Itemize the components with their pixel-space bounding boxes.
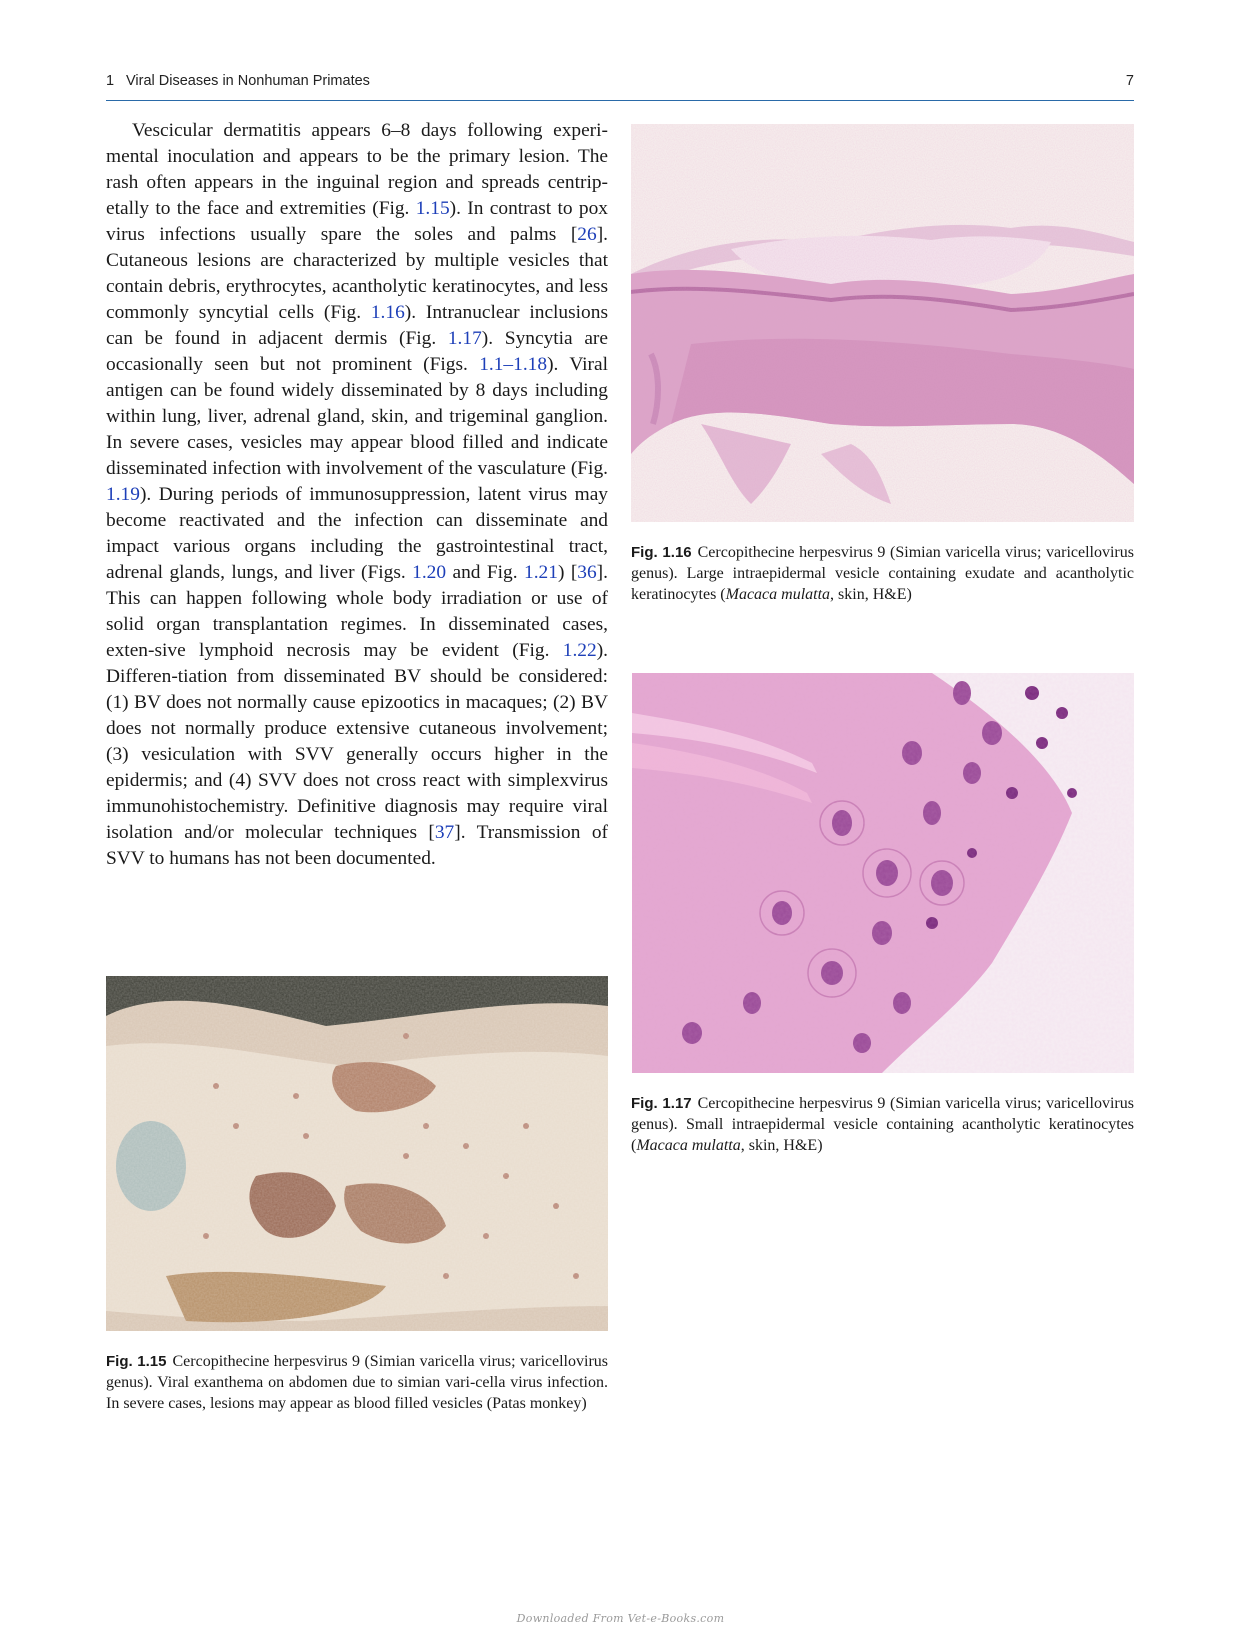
figure-ref-link[interactable]: 1.20 [412,562,447,583]
body-text-run: ). During periods of immunosuppression, latent virus may become reactivated and the infection can disseminate and impact various organs including the gastrointestinal tract, adrenal glands, lungs, and liver (Figs. [106,484,608,583]
citation-link[interactable]: 37 [434,822,455,843]
caption-species: Macaca mulatta [725,586,831,603]
body-text-run: ). Differen-tiation from disseminated BV should be considered: (1) BV does not normally cause epizootics in macaques; (2) BV does not normally produce extensive cutaneous involvement; (3) vesiculation with SVV generally occurs higher in the epidermis; and (4) SVV does not cross react with simplexvirus immunohistochemistry. Definitive diagnosis may require viral isolation and/or molecular techniques [ [106,640,608,843]
figure-ref-link[interactable]: 1.17 [447,328,482,349]
figure-1-16-caption [631,542,1134,605]
page-number: 7 [1125,73,1134,89]
figure-1-15-caption [106,1351,608,1414]
body-text-column [106,118,608,872]
figure-ref-link[interactable]: 1.21 [524,562,558,583]
body-text-run: ). Viral antigen can be found widely disseminated by 8 days including within lung, liver, adrenal gland, skin, and trigeminal ganglion. In severe cases, vesicles may appear blood filled and indicate disseminated infection with involvement of the vasculature (Fig. [106,354,608,479]
caption-text: Cercopithecine herpesvirus 9 (Simian varicella virus; varicellovirus genus). Small intraepidermal vesicle containing acantholytic keratinocytes ( [631,1095,1134,1154]
chapter-number: 1 [106,73,115,89]
figure-label: Fig. 1.15 [106,1353,167,1370]
figure-ref-link[interactable]: 1.16 [370,302,405,323]
footer-watermark: Downloaded From Vet-e-Books.com [516,1612,725,1625]
body-text-run: ]. Cutaneous lesions are characterized by multiple vesicles that contain debris, erythrocytes, acantholytic keratinocytes, and less commonly syncytial cells (Fig. [106,224,608,323]
figure-label: Fig. 1.17 [631,1095,692,1112]
chapter-title: Viral Diseases in Nonhuman Primates [126,73,370,89]
body-text-run: ) [ [557,562,578,583]
figure-1-15-image [106,976,608,1331]
figure-1-16-image [631,124,1134,522]
body-text-run: and Fig. [446,562,525,583]
chapter-heading [106,73,370,89]
figure-1-17-caption [631,1093,1134,1156]
caption-text: Cercopithecine herpesvirus 9 (Simian varicella virus; varicellovirus genus). Viral exanthema on abdomen due to simian vari-cella virus infection. In severe cases, lesions may appear as blood filled vesicles (Patas monkey) [106,1353,608,1412]
running-header [106,70,1134,101]
citation-link[interactable]: 36 [577,562,597,583]
caption-species: Macaca mulatta [636,1137,741,1154]
body-text-run: Vescicular dermatitis appears 6–8 days following experi-mental inoculation and appears to be the primary lesion. The rash often appears in the inguinal region and spreads centrip-etally to the face and extremities (Fig. [106,120,608,219]
body-text-run: ). In contrast to pox virus infections usually spare the soles and palms [ [106,198,608,245]
body-text-run: ). Intranuclear inclusions can be found in adjacent dermis (Fig. [106,302,608,349]
figure-ref-link[interactable]: 1.15 [415,198,450,219]
figure-ref-link[interactable]: 1.1–1.18 [479,354,548,375]
figure-1-17-image [632,673,1134,1073]
body-paragraph [106,118,608,872]
body-text-run: ]. This can happen following whole body irradiation or use of solid organ transplantation regimes. In disseminated cases, exten-sive lymphoid necrosis may be evident (Fig. [106,562,608,661]
citation-link[interactable]: 26 [577,224,597,245]
figure-label: Fig. 1.16 [631,544,692,561]
figure-ref-link[interactable]: 1.22 [562,640,597,661]
body-text-run: ]. Transmission of SVV to humans has not been documented. [106,822,608,869]
figure-ref-link[interactable]: 1.19 [106,484,140,505]
body-text-run: ). Syncytia are occasionally seen but not prominent (Figs. [106,328,608,375]
caption-text: , skin, H&E) [830,586,912,603]
caption-text: , skin, H&E) [740,1137,823,1154]
caption-text: Cercopithecine herpesvirus 9 (Simian varicella virus; varicellovirus genus). Large intraepidermal vesicle containing exudate and acantholytic keratinocytes ( [631,544,1134,603]
